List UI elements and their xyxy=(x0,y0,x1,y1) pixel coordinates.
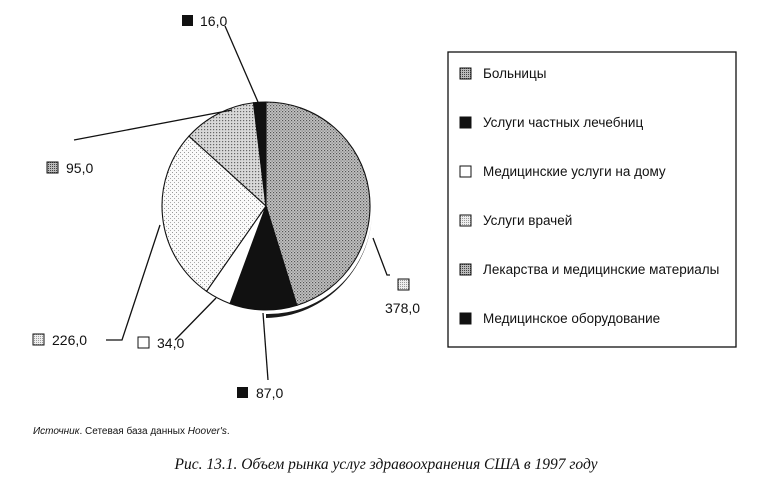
legend-swatch xyxy=(460,313,471,324)
data-label-hospitals xyxy=(385,279,420,316)
data-label-private-clinics xyxy=(182,13,227,29)
swatch-marker xyxy=(138,337,149,348)
legend-item-private-clinics xyxy=(460,115,643,130)
legend-label: Медицинское оборудование xyxy=(483,311,661,326)
source-prefix: Источник xyxy=(33,426,80,437)
legend-box xyxy=(448,52,736,347)
swatch-marker xyxy=(33,334,44,345)
source-name: Hoover's xyxy=(187,426,227,437)
legend-swatch xyxy=(460,117,471,128)
legend-label: Услуги частных лечебниц xyxy=(483,115,644,130)
legend-label: Услуги врачей xyxy=(483,213,573,228)
figure-caption: Рис. 13.1. Объем рынка услуг здравоохранения США в 1997 году xyxy=(174,456,598,473)
data-label: 87,0 xyxy=(256,385,284,401)
swatch-marker xyxy=(237,387,248,398)
swatch-marker xyxy=(398,279,409,290)
source-note xyxy=(33,426,230,437)
legend xyxy=(448,52,736,347)
data-label-equipment xyxy=(237,385,283,401)
data-label: 16,0 xyxy=(200,13,228,29)
data-label-medicines xyxy=(47,160,93,176)
legend-swatch xyxy=(460,215,471,226)
legend-label: Медицинские услуги на дому xyxy=(483,164,666,179)
legend-item-medicines xyxy=(460,262,719,277)
data-label: 378,0 xyxy=(385,300,421,316)
legend-swatch xyxy=(460,166,471,177)
swatch-marker xyxy=(182,15,193,26)
legend-item-equipment xyxy=(460,311,660,326)
data-label-physicians xyxy=(33,332,87,348)
legend-label: Больницы xyxy=(483,66,547,81)
legend-swatch xyxy=(460,68,471,79)
legend-item-home-care xyxy=(460,164,666,179)
source-suffix: . xyxy=(226,426,230,437)
legend-label: Лекарства и медицинские материалы xyxy=(483,262,720,277)
swatch-marker xyxy=(47,162,58,173)
data-label-home-care xyxy=(138,335,184,351)
pie-slices xyxy=(162,102,370,310)
data-label: 226,0 xyxy=(52,332,88,348)
data-label: 95,0 xyxy=(66,160,94,176)
legend-swatch xyxy=(460,264,471,275)
source-text: . Сетевая база данных xyxy=(79,426,188,437)
data-label: 34,0 xyxy=(157,335,185,351)
